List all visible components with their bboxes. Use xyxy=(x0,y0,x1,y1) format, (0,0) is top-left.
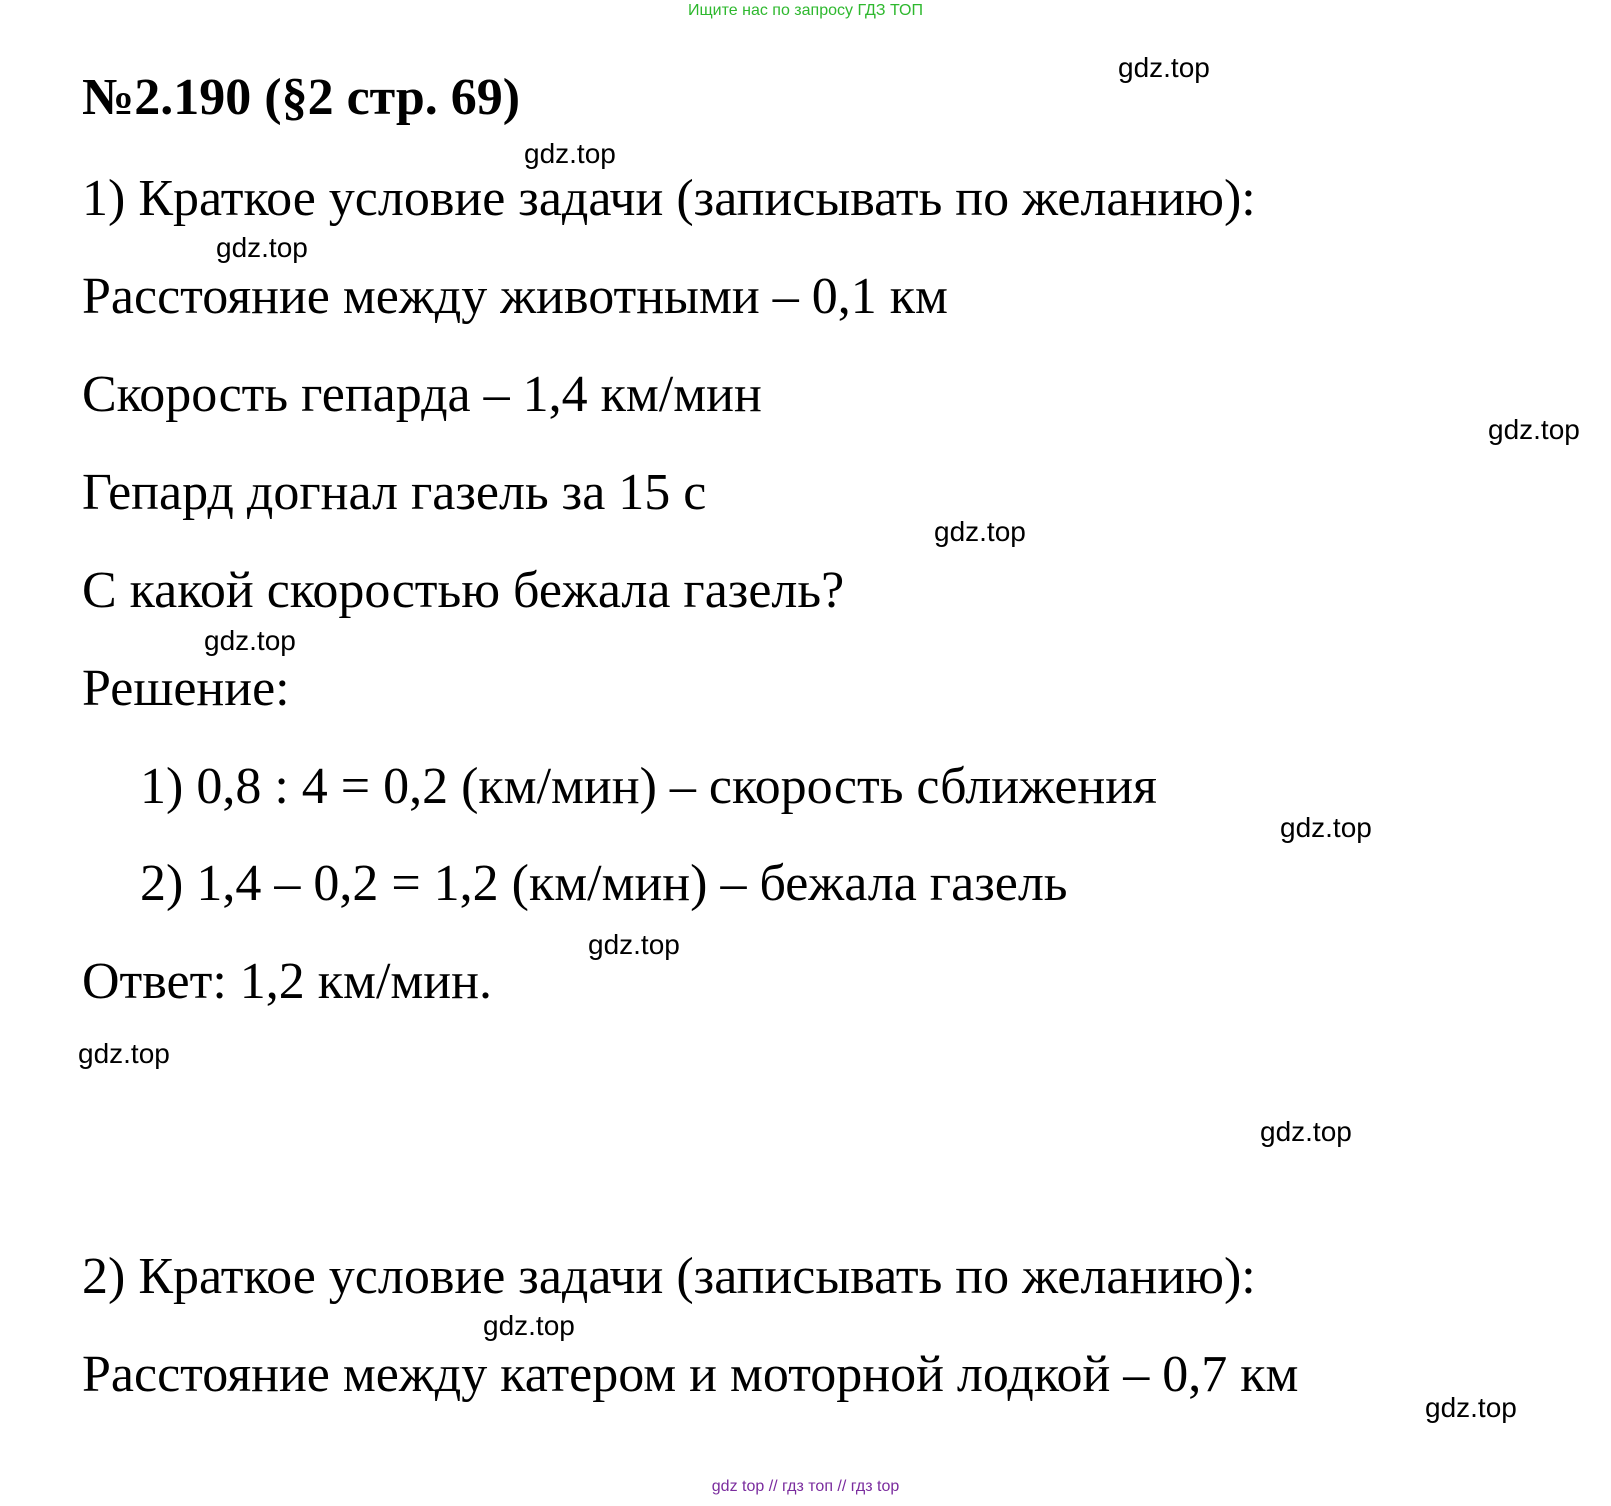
solution-label: Решение: xyxy=(82,660,290,717)
condition-line-distance: Расстояние между животными – 0,1 км xyxy=(82,268,948,325)
section1-heading: 1) Краткое условие задачи (записывать по желанию): xyxy=(82,170,1256,227)
solution-step-2: 2) 1,4 – 0,2 = 1,2 (км/мин) – бежала газель xyxy=(140,855,1068,912)
watermark: gdz.top xyxy=(1118,52,1210,83)
watermark: gdz.top xyxy=(524,138,616,169)
condition-line-cheetah-speed: Скорость гепарда – 1,4 км/мин xyxy=(82,366,762,423)
answer: Ответ: 1,2 км/мин. xyxy=(82,953,492,1010)
solution-step-1: 1) 0,8 : 4 = 0,2 (км/мин) – скорость сближения xyxy=(140,758,1157,815)
watermark: gdz.top xyxy=(1425,1392,1517,1423)
watermark: gdz.top xyxy=(483,1310,575,1341)
condition-line-time: Гепард догнал газель за 15 с xyxy=(82,464,707,521)
watermark: gdz.top xyxy=(1488,414,1580,445)
watermark: gdz.top xyxy=(78,1038,170,1069)
watermark: gdz.top xyxy=(1260,1116,1352,1147)
watermark: gdz.top xyxy=(216,232,308,263)
problem-title: №2.190 (§2 стр. 69) xyxy=(82,69,521,126)
search-banner: Ищите нас по запросу ГДЗ ТОП xyxy=(688,2,923,19)
watermark: gdz.top xyxy=(934,516,1026,547)
condition-line-question: С какой скоростью бежала газель? xyxy=(82,562,845,619)
watermark: gdz.top xyxy=(1280,812,1372,843)
section2-line-distance: Расстояние между катером и моторной лодкой – 0,7 км xyxy=(82,1346,1299,1403)
watermark: gdz.top xyxy=(588,929,680,960)
footer-watermark: gdz top // гдз топ // гдз top xyxy=(711,1478,900,1495)
watermark: gdz.top xyxy=(204,625,296,656)
section2-heading: 2) Краткое условие задачи (записывать по желанию): xyxy=(82,1248,1256,1305)
